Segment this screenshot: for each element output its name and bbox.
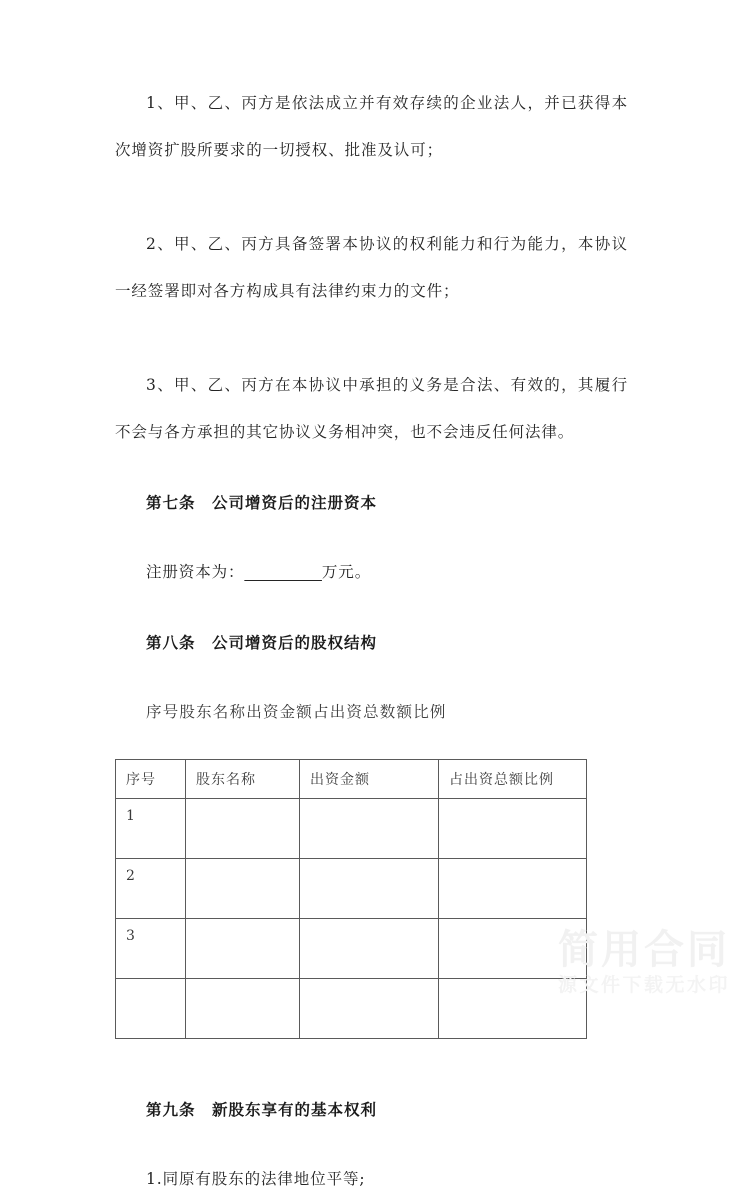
table-cell-amount[interactable] [300,799,439,859]
table-cell-index[interactable]: 1 [116,799,186,859]
new-shareholder-right-1: 1.同原有股东的法律地位平等; [146,1170,366,1188]
table-cell-amount[interactable] [300,979,439,1039]
table-cell-name[interactable] [186,799,300,859]
equity-structure-table [115,759,587,1039]
equity-columns-runon-line: 序号股东名称出资金额占出资总数额比例 [146,703,447,721]
table-row [116,799,587,859]
table-row [116,919,587,979]
table-cell-index[interactable]: 3 [116,919,186,979]
clause-item-3: 3、甲、乙、丙方在本协议中承担的义务是合法、有效的，其履行不会与各方承担的其它协议义务相冲突，也不会违反任何法律。 [115,376,628,441]
table-header-amount: 出资金额 [300,760,439,799]
clause-item-2: 2、甲、乙、丙方具备签署本协议的权利能力和行为能力，本协议一经签署即对各方构成具有法律约束力的文件； [115,235,628,300]
paragraph-spacer [115,315,628,362]
table-header-index: 序号 [116,760,186,799]
clause-item-1: 1、甲、乙、丙方是依法成立并有效存续的企业法人，并已获得本次增资扩股所要求的一切授权、批准及认可； [115,94,628,159]
table-header-name: 股东名称 [186,760,300,799]
table-header-percent: 占出资总额比例 [439,760,587,799]
section-heading-eight: 第八条 公司增资后的股权结构 [146,633,378,652]
section-heading-nine: 第九条 新股东享有的基本权利 [146,1100,378,1119]
table-row [116,979,587,1039]
registered-capital-blank[interactable]: __________ [244,563,322,581]
section-heading-seven: 第七条 公司增资后的注册资本 [146,493,378,512]
section-spacer [115,1039,628,1086]
table-cell-percent[interactable] [439,859,587,919]
table-cell-index[interactable]: 2 [116,859,186,919]
table-cell-name[interactable] [186,979,300,1039]
registered-capital-line [115,549,628,596]
table-row [116,859,587,919]
table-header-row [116,760,587,799]
table-cell-index[interactable] [116,979,186,1039]
heading-spacer [115,1133,628,1156]
registered-capital-unit: 万元。 [321,563,372,581]
heading-spacer [115,526,628,549]
table-cell-amount[interactable] [300,919,439,979]
table-cell-amount[interactable] [300,859,439,919]
table-cell-percent[interactable] [439,919,587,979]
table-cell-percent[interactable] [439,799,587,859]
document-content [115,80,628,1203]
registered-capital-label: 注册资本为： [146,563,245,581]
heading-spacer [115,666,628,689]
section-spacer [115,456,628,479]
paragraph-spacer [115,174,628,221]
watermark-main-text: 简用合同 [557,926,730,973]
table-cell-name[interactable] [186,859,300,919]
table-spacer [115,736,628,759]
table-cell-percent[interactable] [439,979,587,1039]
section-spacer [115,596,628,619]
watermark-sub-text: 源文件下载无水印 [557,973,730,996]
table-cell-name[interactable] [186,919,300,979]
